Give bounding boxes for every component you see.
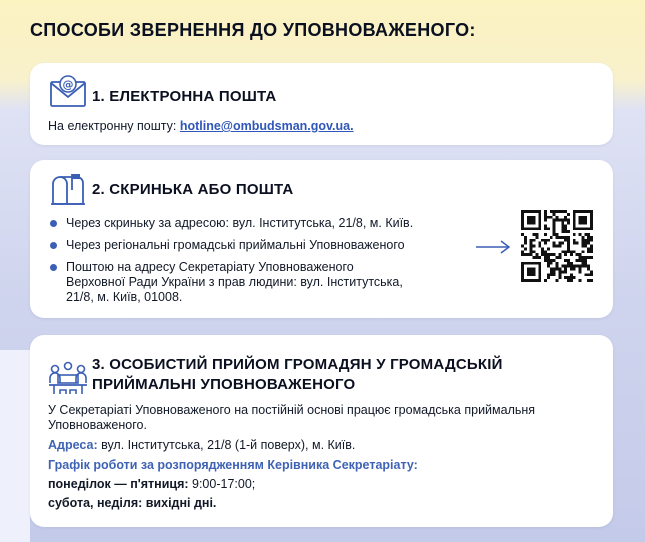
reception-card-title bbox=[92, 355, 503, 395]
address-label: Адреса: bbox=[48, 438, 98, 452]
reception-card bbox=[30, 335, 613, 527]
reception-title-line1: 3. ОСОБИСТИЙ ПРИЙОМ ГРОМАДЯН У ГРОМАДСЬКІЙ bbox=[92, 356, 503, 373]
email-card bbox=[30, 63, 613, 145]
meeting-icon bbox=[48, 361, 88, 395]
svg-text:@: @ bbox=[62, 78, 74, 91]
reception-title-line2: ПРИЙМАЛЬНІ УПОВНОВАЖЕНОГО bbox=[92, 376, 356, 393]
weekdays-label: понеділок — п'ятниця: bbox=[48, 477, 189, 491]
list-item: Поштою на адресу Секретаріату Уповноваженого Верховної Ради України з прав людини: вул. Інститутська, 21/8, м. Київ, 01008. bbox=[48, 260, 406, 305]
email-prefix: На електронну пошту: bbox=[48, 119, 180, 133]
weekdays-line bbox=[48, 477, 255, 492]
mail-methods-list bbox=[48, 216, 478, 312]
reception-address bbox=[48, 438, 355, 453]
address-value: вул. Інститутська, 21/8 (1-й поверх), м. Київ. bbox=[97, 438, 356, 452]
page-title: СПОСОБИ ЗВЕРНЕННЯ ДО УПОВНОВАЖЕНОГО: bbox=[30, 20, 476, 40]
email-link[interactable]: hotline@ombudsman.gov.ua. bbox=[179, 119, 354, 133]
email-line bbox=[48, 119, 354, 134]
envelope-at-icon bbox=[50, 75, 86, 107]
mailbox-icon bbox=[50, 172, 86, 206]
email-card-title: 1. ЕЛЕКТРОННА ПОШТА bbox=[92, 88, 277, 105]
weekend-line: субота, неділя: вихідні дні. bbox=[48, 496, 217, 510]
left-accent-strip bbox=[0, 350, 30, 542]
mail-card-title: 2. СКРИНЬКА АБО ПОШТА bbox=[92, 181, 294, 198]
schedule-title: Графік роботи за розпорядженням Керівника Секретаріату: bbox=[48, 458, 418, 472]
weekdays-hours: 9:00-17:00; bbox=[188, 477, 256, 491]
qr-code-icon[interactable] bbox=[521, 210, 593, 287]
mail-card bbox=[30, 160, 613, 318]
reception-description: У Секретаріаті Уповноваженого на постійній основі працює громадська приймальня Уповноваженого. bbox=[48, 403, 536, 432]
list-item: Через скриньку за адресою: вул. Інститутська, 21/8, м. Київ. bbox=[48, 216, 478, 231]
list-item: Через регіональні громадські приймальні Уповноваженого bbox=[48, 238, 478, 253]
arrow-right-icon bbox=[475, 240, 511, 259]
